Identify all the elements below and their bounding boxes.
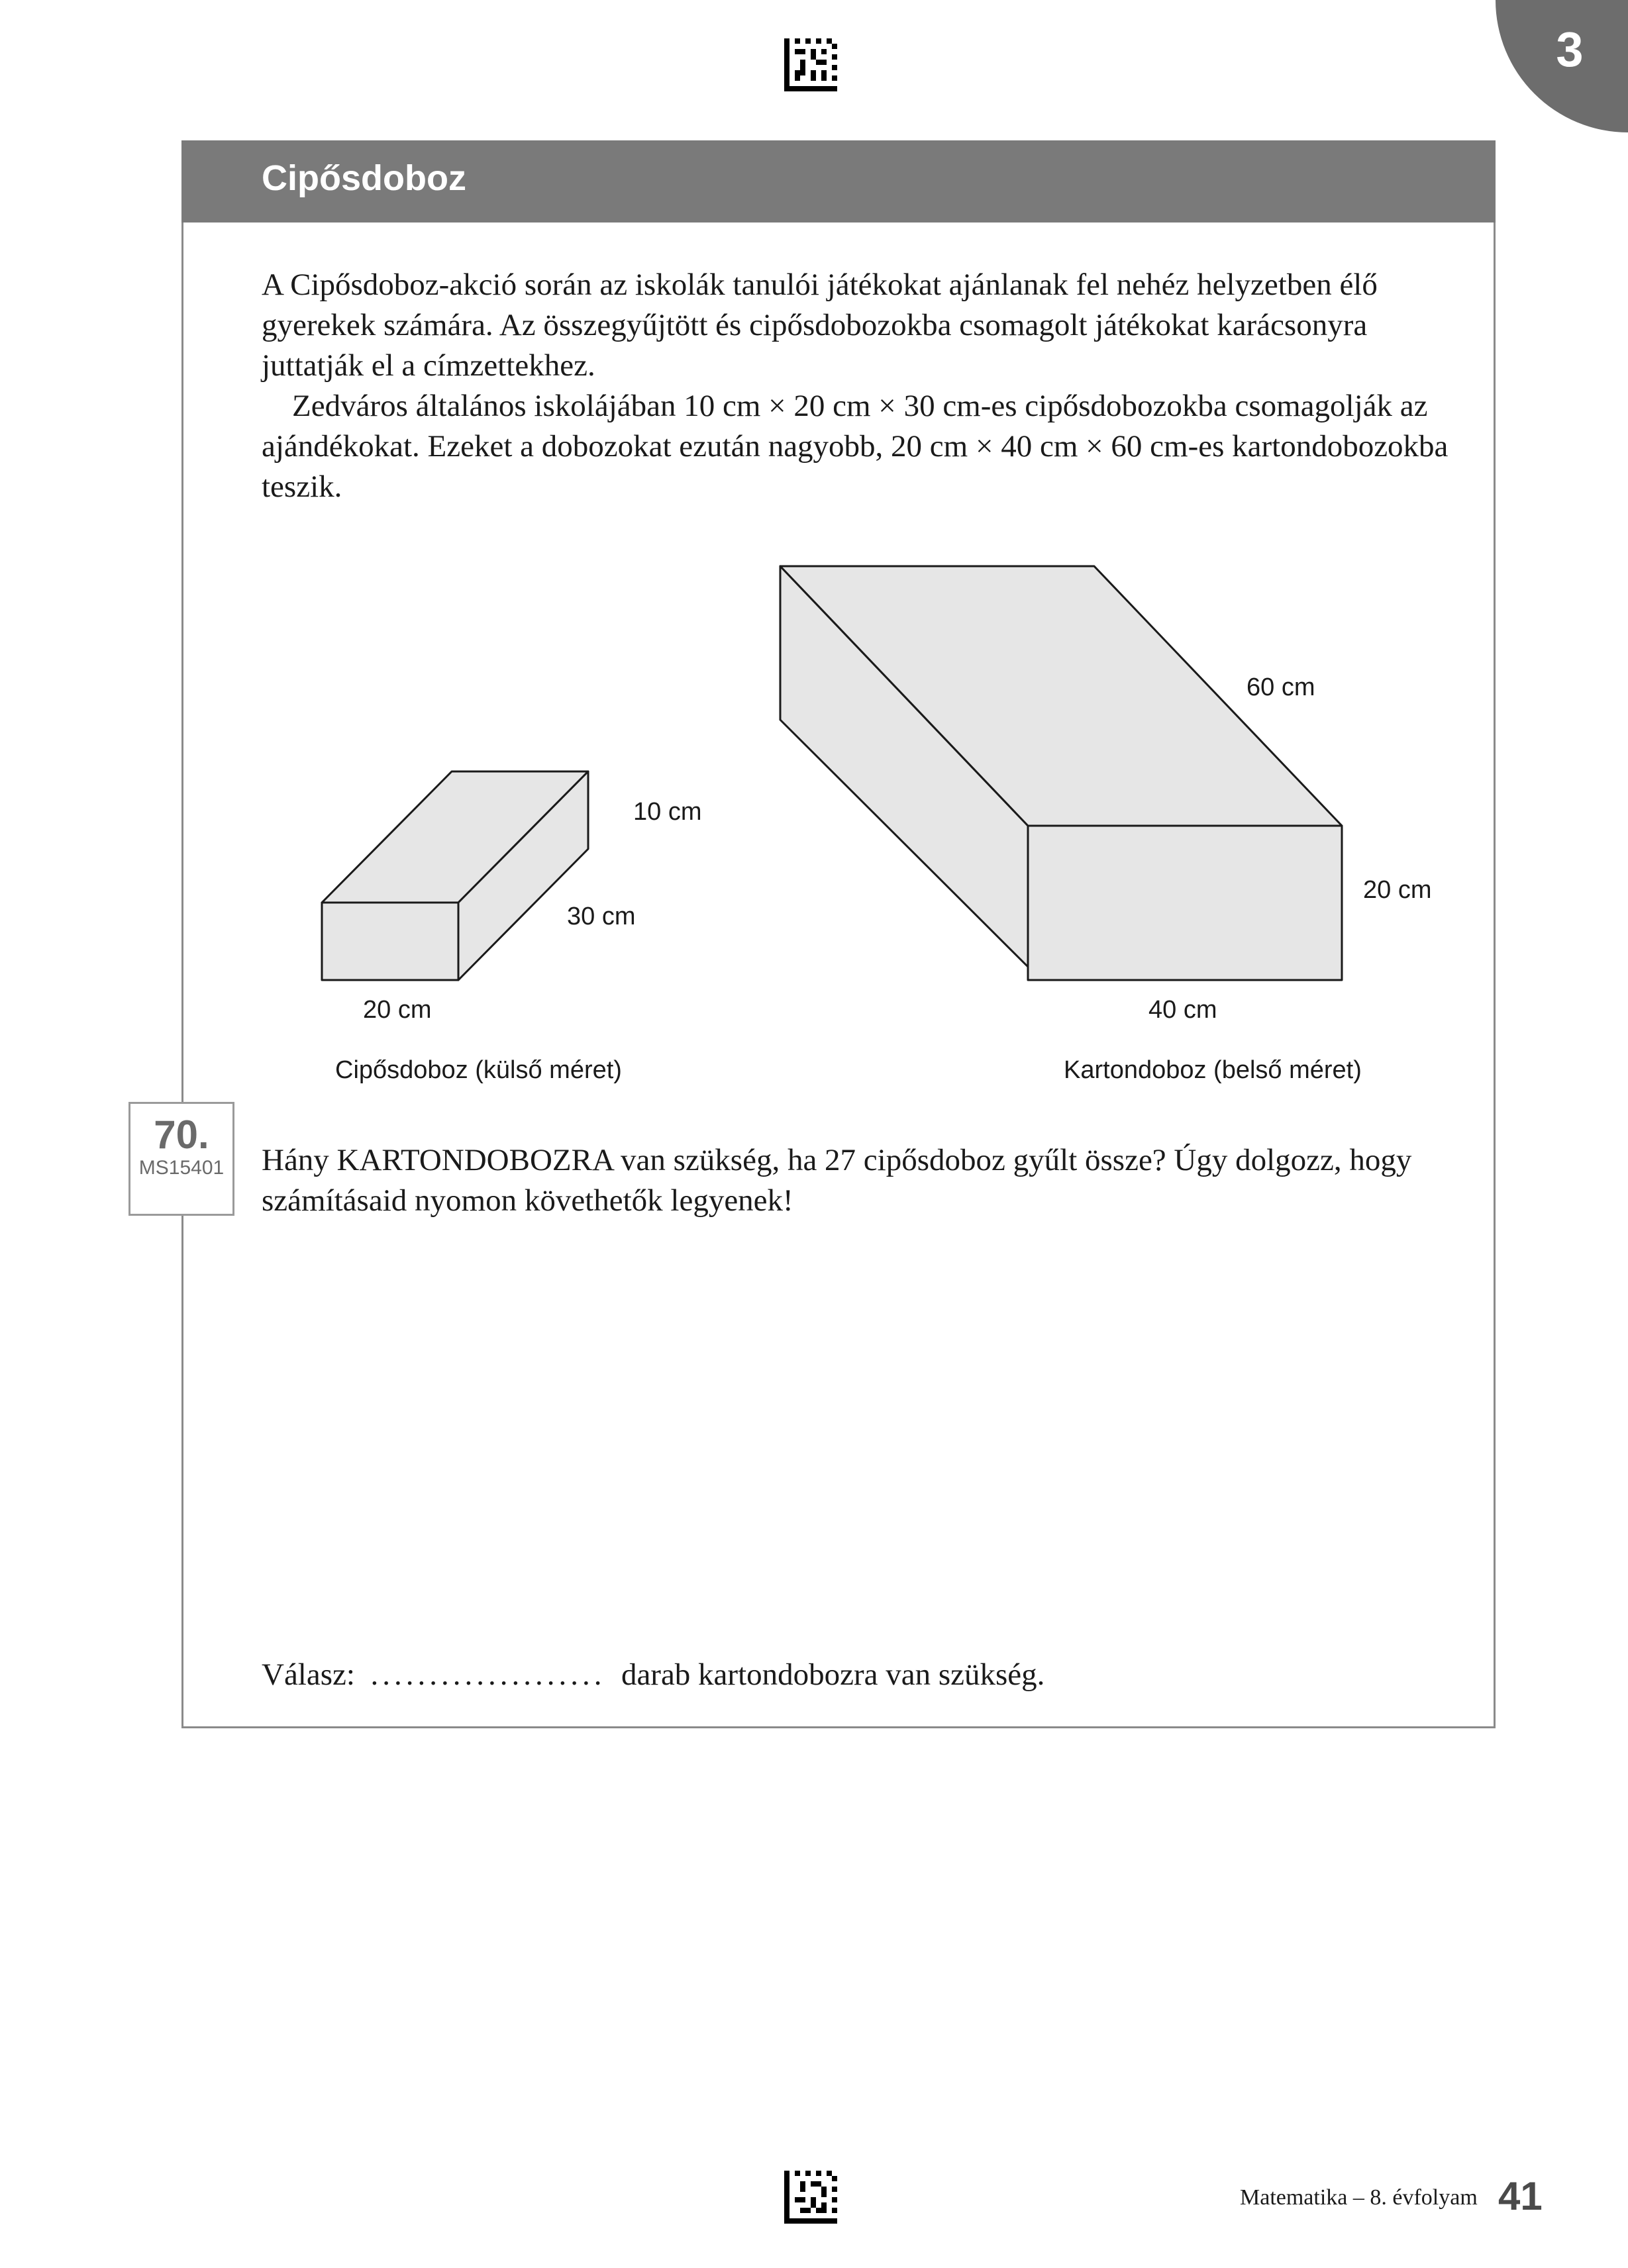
question-code: MS15401 — [138, 1157, 225, 1179]
answer-suffix: darab kartondobozra van szükség. — [621, 1657, 1045, 1692]
question-number: 70. — [154, 1112, 209, 1157]
question-number-box — [128, 1102, 234, 1216]
shoebox-depth-label: 30 cm — [567, 903, 636, 930]
intro-paragraph-1: A Cipősdoboz-akció során az iskolák tanulói játékokat ajánlanak fel nehéz helyzetben élő gyerekek számára. Az összegyűjtött és cipősdobozokba csomagolt játékokat karácsonyra juttatják el a címzettekhez. — [262, 268, 1378, 383]
carton-depth-label: 60 cm — [1246, 673, 1315, 701]
bottom-barcode-icon — [784, 2171, 837, 2224]
top-barcode-icon — [784, 38, 837, 91]
question-text: Hány KARTONDOBOZRA van szükség, ha 27 cipősdoboz gyűlt össze? Úgy dolgozz, hogy számításaid nyomon követhetők legyenek! — [262, 1143, 1412, 1218]
shoebox-height-label: 10 cm — [633, 798, 702, 826]
intro-text — [262, 265, 1467, 507]
carton-height-label: 20 cm — [1363, 876, 1432, 904]
chapter-number: 3 — [1556, 22, 1584, 77]
shoebox-caption: Cipősdoboz (külső méret) — [335, 1056, 622, 1084]
carton-width-label: 40 cm — [1148, 996, 1217, 1024]
boxes-figure — [181, 550, 1496, 1099]
carton-drawing — [780, 566, 1342, 980]
page-number: 41 — [1498, 2174, 1543, 2218]
intro-paragraph-2: Zedváros általános iskolájában 10 cm × 20 cm × 30 cm-es cipősdobozokba csomagolják az ajándékokat. Ezeket a dobozokat ezután nagyobb, 20 cm × 40 cm × 60 cm-es kartondobozokba teszik. — [262, 389, 1449, 504]
footer-subject: Matematika – 8. évfolyam — [1240, 2185, 1478, 2210]
task-title: Cipősdoboz — [262, 158, 466, 198]
answer-prefix: Válasz: — [262, 1657, 355, 1692]
shoebox-width-label: 20 cm — [363, 996, 432, 1024]
answer-blank[interactable]: .................... — [370, 1657, 606, 1692]
answer-line — [262, 1657, 1480, 1693]
carton-front-face — [1028, 826, 1342, 980]
shoebox-drawing — [322, 771, 588, 980]
shoebox-front-face — [322, 903, 458, 980]
carton-caption: Kartondoboz (belső méret) — [1064, 1056, 1362, 1084]
